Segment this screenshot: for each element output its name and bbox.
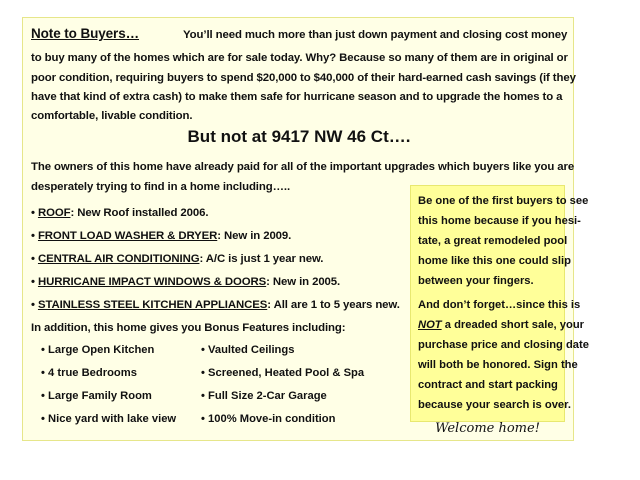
feature-label: CENTRAL AIR CONDITIONING — [37, 253, 200, 265]
feature-text: : New Roof installed 2006. — [70, 207, 209, 219]
feature-item: • FRONT LOAD WASHER & DRYER: New in 2009. — [31, 230, 292, 242]
feature-text: : New in 2005. — [266, 276, 341, 288]
note-line-1 — [31, 26, 567, 41]
owners-line-1: The owners of this home have already paid for all of the important upgrades which buyers like you are — [31, 161, 575, 173]
note-line-4: have that kind of extra cash) to make them safe for hurricane season and to upgrade the homes to a — [31, 91, 563, 103]
callout-line: because your search is over. — [418, 399, 571, 411]
note-line-5: comfortable, livable condition. — [31, 110, 193, 122]
feature-text: : All are 1 to 5 years new. — [267, 299, 400, 311]
note-line-3: poor condition, requiring buyers to spend $20,000 to $40,000 of their hard-earned cash savings (if they — [31, 72, 576, 84]
bonus-text: 100% Move-in condition — [208, 413, 336, 425]
feature-label: ROOF — [37, 207, 71, 219]
welcome-text: Welcome home! — [435, 421, 540, 436]
bonus-text: Nice yard with lake view — [48, 413, 177, 425]
feature-item: • ROOF: New Roof installed 2006. — [31, 207, 209, 219]
owners-line-2: desperately trying to find in a home including….. — [31, 181, 291, 193]
callout-line: Be one of the first buyers to see — [418, 195, 589, 207]
note-text: You’ll need much more than just down payment and closing cost money — [183, 29, 568, 41]
bonus-text: Large Open Kitchen — [48, 344, 155, 356]
bonus-item: • 4 true Bedrooms — [41, 367, 137, 379]
callout-line: purchase price and closing date — [418, 339, 589, 351]
bonus-text: Large Family Room — [48, 390, 152, 402]
bonus-text: Full Size 2-Car Garage — [208, 390, 327, 402]
feature-label: FRONT LOAD WASHER & DRYER — [37, 230, 218, 242]
bonus-item: • Screened, Heated Pool & Spa — [201, 367, 365, 379]
feature-text: : A/C is just 1 year new. — [199, 253, 324, 265]
bonus-item: • Vaulted Ceilings — [201, 344, 295, 356]
bonus-text: Vaulted Ceilings — [208, 344, 295, 356]
feature-label: STAINLESS STEEL KITCHEN APPLIANCES — [37, 299, 268, 311]
feature-text: : New in 2009. — [217, 230, 292, 242]
feature-item: • HURRICANE IMPACT WINDOWS & DOORS: New in 2005. — [31, 276, 341, 288]
callout-line: this home because if you hesi- — [418, 215, 581, 227]
headline: But not at 9417 NW 46 Ct…. — [187, 127, 411, 146]
bonus-item: • Full Size 2-Car Garage — [201, 390, 327, 402]
bonus-text: 4 true Bedrooms — [48, 367, 137, 379]
callout-line: will both be honored. Sign the — [418, 359, 578, 371]
note-line-2: to buy many of the homes which are for sale today. Why? Because so many of them are in original or — [31, 52, 568, 64]
feature-item: • CENTRAL AIR CONDITIONING: A/C is just 1 year new. — [31, 253, 324, 265]
callout-line — [418, 315, 585, 335]
callout-line: home like this one could slip — [418, 255, 571, 267]
callout-line: And don’t forget…since this is — [418, 299, 581, 311]
feature-item: • STAINLESS STEEL KITCHEN APPLIANCES: All are 1 to 5 years new. — [31, 299, 400, 311]
callout-line: tate, a great remodeled pool — [418, 235, 568, 247]
callout-line: contract and start packing — [418, 379, 558, 391]
callout-text: a dreaded short sale, your — [441, 319, 585, 331]
bonus-item: • Large Family Room — [41, 390, 152, 402]
bonus-item: • Nice yard with lake view — [41, 413, 177, 425]
callout-box — [410, 185, 589, 436]
bonus-item: • 100% Move-in condition — [201, 413, 336, 425]
not-emphasis: NOT — [418, 319, 442, 331]
note-title: Note to Buyers… — [31, 26, 140, 41]
bonus-intro: In addition, this home gives you Bonus Features including: — [31, 322, 346, 334]
feature-label: HURRICANE IMPACT WINDOWS & DOORS — [37, 276, 267, 288]
bonus-text: Screened, Heated Pool & Spa — [208, 367, 365, 379]
callout-line: between your fingers. — [418, 275, 534, 287]
bonus-item: • Large Open Kitchen — [41, 344, 155, 356]
